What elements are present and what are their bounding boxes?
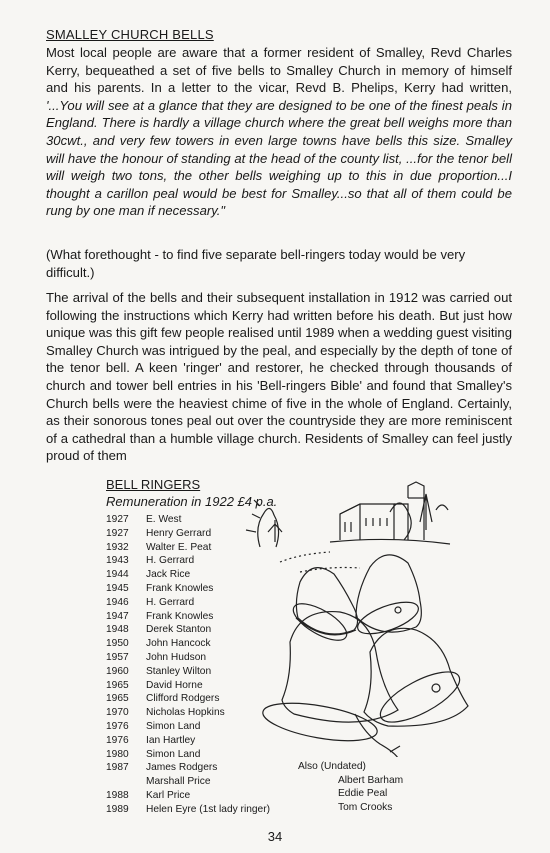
ringer-year: 1943	[106, 555, 129, 567]
ringer-year: 1932	[106, 541, 129, 553]
list-item	[106, 513, 270, 527]
ringer-name: Simon Land	[146, 720, 201, 732]
ringer-year: 1945	[106, 582, 129, 594]
undated-ringer: Tom Crooks	[338, 801, 393, 813]
ringer-name: John Hudson	[146, 651, 207, 663]
list-item	[106, 748, 270, 762]
ringer-year: 1965	[106, 693, 129, 705]
paragraph-bequest	[46, 44, 512, 220]
paragraph-arrival: The arrival of the bells and their subsequent installation in 1912 was carried out following the instructions which Kerry had written before his death. But just how unique was this gift few people realised until 1989 when a wedding guest visiting Smalley Church was intrigued by the peal, and especially by the depth of tone of the tenor bell. A keen 'ringer' and restorer, he checked through thousands of church and tower bell entries in his 'Bell-ringers Bible' and found that Smalley's Church bells were the heaviest chime of five in the whole of England. Certainly, as their sonorous tones peal out over the countryside they are more reminiscent of a cathedral than a humble village church. Residents of Smalley can feel justly proud of them	[46, 290, 512, 464]
list-item	[106, 610, 270, 624]
list-item	[106, 734, 270, 748]
list-item	[106, 554, 270, 568]
list-item	[106, 637, 270, 651]
ringer-year: 1976	[106, 734, 129, 746]
bell-ringers-heading: BELL RINGERS	[106, 477, 201, 492]
list-item	[106, 679, 270, 693]
ringer-name: Helen Eyre (1st lady ringer)	[146, 803, 270, 815]
kerry-letter-quote: '...You will see at a glance that they are designed to be one of the finest peals in England. There is hardly a village church where the great bell weighs more than 30cwt., and very few towers in even large towns have bells this size. Smalley will have the honour of standing at the head of the county list, ...for the tenor bell will weigh two tons, the other bells weighing up to this in due proportion...I thought a carillon peal would be best for Smalley...so that all of them could be rung by one man if necessary."	[46, 97, 512, 219]
bell-ringers-list	[106, 513, 270, 817]
page-title: SMALLEY CHURCH BELLS	[46, 27, 214, 42]
remuneration-note: Remuneration in 1922 £4 p.a.	[106, 494, 278, 509]
ringer-year: 1947	[106, 610, 129, 622]
ringer-name: H. Gerrard	[146, 596, 195, 608]
undated-ringer: Eddie Peal	[338, 788, 388, 800]
ringer-name: Ian Hartley	[146, 734, 196, 746]
ringer-year	[106, 775, 146, 789]
list-item	[106, 527, 270, 541]
ringer-name: David Horne	[146, 679, 203, 691]
ringer-year: 1944	[106, 569, 129, 581]
ringer-year: 1927	[106, 527, 129, 539]
ringer-name: John Hancock	[146, 638, 211, 650]
ringer-name: Simon Land	[146, 748, 201, 760]
ringer-year: 1988	[106, 789, 129, 801]
ringer-year: 1957	[106, 651, 129, 663]
ringer-year: 1948	[106, 624, 129, 636]
ringer-name: Stanley Wilton	[146, 665, 212, 677]
paragraph-bequest-intro: Most local people are aware that a former resident of Smalley, Revd Charles Kerry, bequeathed a set of five bells to Smalley Church in memory of himself and his parents. In a letter to the vicar, Revd B. Phelips, Kerry had written,	[46, 45, 512, 96]
ringer-year: 1950	[106, 638, 129, 650]
ringer-name: Nicholas Hopkins	[146, 707, 225, 719]
list-item	[106, 568, 270, 582]
undated-heading: Also (Undated)	[298, 761, 366, 772]
ringer-name: Derek Stanton	[146, 624, 212, 636]
ringer-year: 1976	[106, 720, 129, 732]
ringer-name: Frank Knowles	[146, 582, 214, 594]
list-item	[106, 720, 270, 734]
ringer-year: 1960	[106, 665, 129, 677]
ringer-year: 1987	[106, 762, 129, 774]
list-item	[106, 803, 270, 817]
ringer-name: Clifford Rodgers	[146, 693, 220, 705]
undated-ringers	[298, 760, 403, 814]
list-item	[106, 761, 270, 775]
list-item	[106, 596, 270, 610]
ringer-name: E. West	[146, 514, 182, 525]
page-number: 34	[267, 829, 283, 844]
ringer-name: James Rodgers	[146, 762, 218, 774]
ringer-year: 1927	[106, 514, 129, 525]
ringer-name: Marshall Price	[146, 776, 211, 788]
ringer-name: H. Gerrard	[146, 555, 195, 567]
ringer-name: Walter E. Peat	[146, 541, 212, 553]
list-item	[106, 651, 270, 665]
ringer-year: 1980	[106, 748, 129, 760]
undated-ringer: Albert Barham	[338, 774, 404, 786]
list-item	[106, 692, 270, 706]
ringer-name: Karl Price	[146, 789, 191, 801]
list-item	[106, 789, 270, 803]
list-item	[106, 541, 270, 555]
list-item	[106, 706, 270, 720]
paragraph-forethought: (What forethought - to find five separate bell-ringers today would be very difficult.)	[46, 247, 466, 280]
ringer-name: Jack Rice	[146, 569, 191, 581]
list-item	[106, 665, 270, 679]
ringer-year: 1946	[106, 596, 129, 608]
ringer-name: Henry Gerrard	[146, 527, 212, 539]
ringer-year: 1965	[106, 679, 129, 691]
ringer-year: 1989	[106, 803, 129, 815]
list-item	[106, 623, 270, 637]
ringer-name: Frank Knowles	[146, 610, 214, 622]
ringer-year: 1970	[106, 707, 129, 719]
list-item	[106, 582, 270, 596]
list-item	[106, 775, 270, 789]
